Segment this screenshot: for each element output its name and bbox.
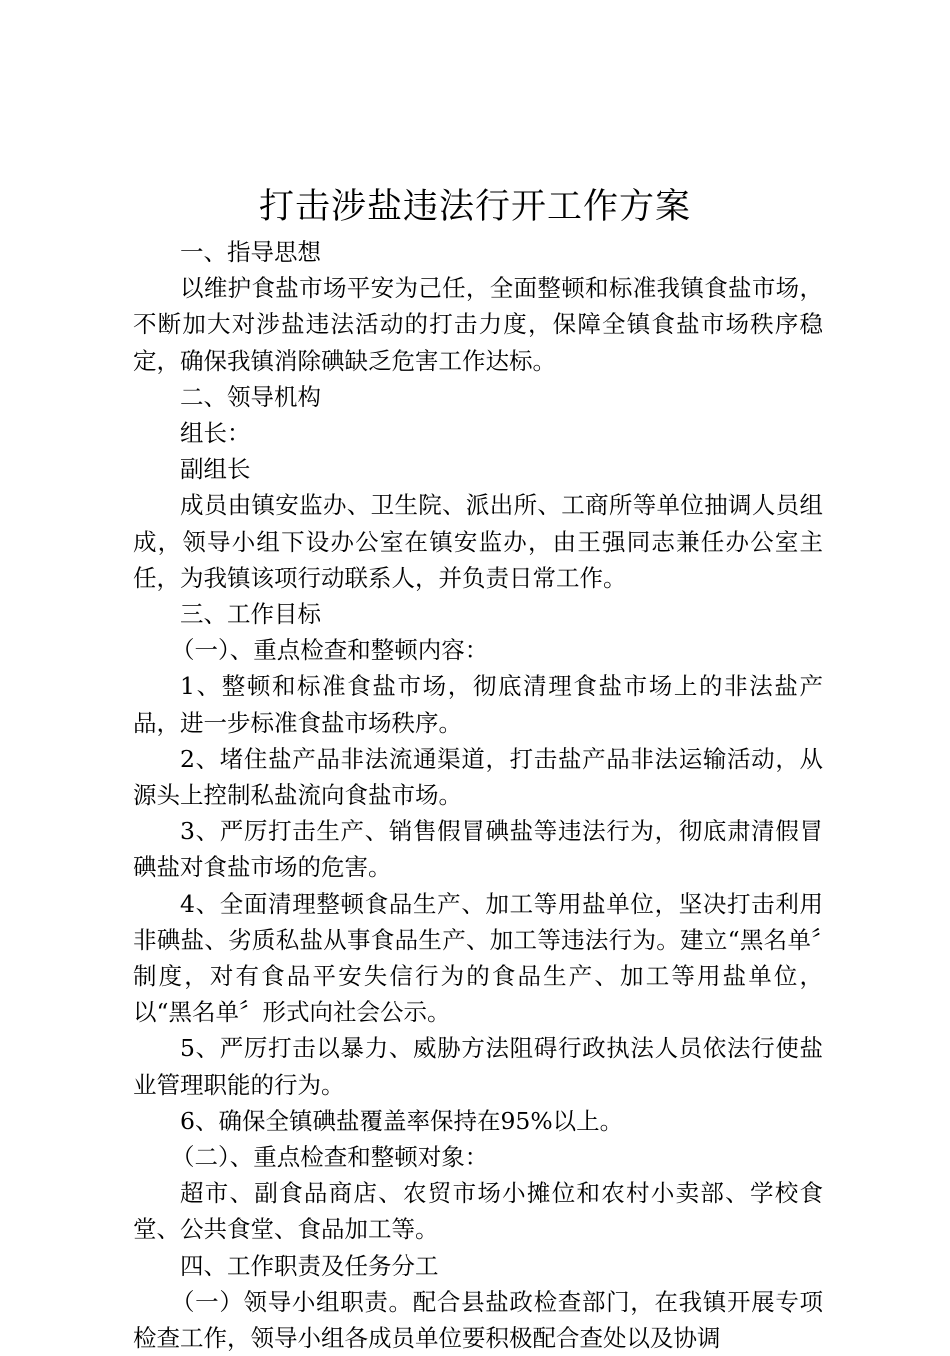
paragraph-leadership-duties: （一）领导小组职责。配合县盐政检查部门，在我镇开展专项检查工作，领导小组各成员单位要积极配合查处以及协调 xyxy=(133,1287,823,1353)
paragraph-deputy-leader: 副组长 xyxy=(180,455,251,484)
list-item-1: 1、整顿和标准食盐市场，彻底清理食盐市场上的非法盐产品，进一步标准食盐市场秩序。 xyxy=(133,672,823,737)
paragraph-guiding-ideology: 以维护食盐市场平安为己任，全面整顿和标准我镇食盐市场，不断加大对涉盐违法活动的打击力度，保障全镇食盐市场秩序稳定，确保我镇消除碘缺乏危害工作达标。 xyxy=(133,274,823,375)
paragraph-members: 成员由镇安监办、卫生院、派出所、工商所等单位抽调人员组成，领导小组下设办公室在镇安监办，由王强同志兼任办公室主任，为我镇该项行动联系人，并负责日常工作。 xyxy=(133,491,823,592)
section-heading-guiding-ideology: 一、指导思想 xyxy=(180,238,321,266)
document-body xyxy=(133,234,823,1356)
list-item-3: 3、严厉打击生产、销售假冒碘盐等违法行为，彻底肃清假冒碘盐对食盐市场的危害。 xyxy=(133,817,823,882)
subheading-inspection-targets: （二）、重点检查和整顿对象： xyxy=(171,1143,489,1172)
section-heading-leadership: 二、领导机构 xyxy=(180,382,321,411)
list-item-5: 5、严厉打击以暴力、威胁方法阻碍行政执法人员依法行使盐业管理职能的行为。 xyxy=(133,1034,823,1099)
list-item-2: 2、堵住盐产品非法流通渠道，打击盐产品非法运输活动，从源头上控制私盐流向食盐市场。 xyxy=(133,744,823,810)
list-item-6: 6、确保全镇碘盐覆盖率保持在95%以上。 xyxy=(180,1106,624,1135)
section-heading-responsibilities: 四、工作职责及任务分工 xyxy=(180,1251,439,1280)
paragraph-inspection-targets: 超市、副食品商店、农贸市场小摊位和农村小卖部、学校食堂、公共食堂、食品加工等。 xyxy=(133,1179,823,1244)
section-heading-work-goals: 三、工作目标 xyxy=(180,600,321,629)
subheading-inspection-content: （一）、重点检查和整顿内容： xyxy=(171,636,489,665)
paragraph-group-leader: 组长： xyxy=(180,419,251,448)
document-title: 打击涉盐违法行开工作方案 xyxy=(258,187,691,227)
list-item-4: 4、全面清理整顿食品生产、加工等用盐单位，坚决打击利用非碘盐、劣质私盐从事食品生产、加工等违法行为。建立“黑名单〞制度，对有食品平安失信行为的食品生产、加工等用盐单位，以“黑名单〞形式向社会公示。 xyxy=(133,889,823,1027)
